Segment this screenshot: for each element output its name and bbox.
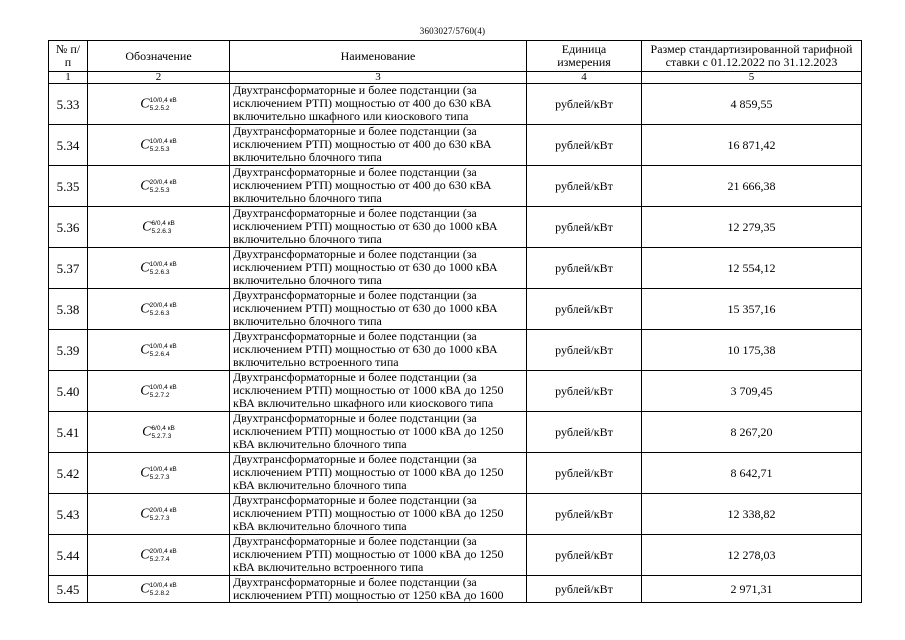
designation-index: 5.2.8.2 [149, 589, 170, 597]
designation-symbol [140, 343, 176, 358]
header-designation: Обозначение [88, 41, 230, 72]
designation-index: 5.2.7.4 [149, 555, 170, 563]
item-name: Двухтрансформаторные и более подстанции (за исключением РТП) мощностью от 630 до 1000 кВА включительно блочного типа [230, 289, 527, 330]
designation-letter: C [140, 136, 150, 152]
row-number: 5.40 [49, 371, 88, 412]
designation-voltage: 20/0,4 кВ [149, 547, 177, 555]
row-number: 5.44 [49, 535, 88, 576]
designation-cell [88, 84, 230, 125]
row-number: 5.43 [49, 494, 88, 535]
designation-index: 5.2.6.3 [149, 268, 170, 276]
row-number: 5.33 [49, 84, 88, 125]
rate-value: 15 357,16 [642, 289, 862, 330]
row-number: 5.39 [49, 330, 88, 371]
designation-voltage: 10/0,4 кВ [149, 383, 177, 391]
table-row [49, 289, 862, 330]
designation-index: 5.2.5.2 [149, 104, 170, 112]
rate-value: 8 642,71 [642, 453, 862, 494]
designation-voltage: 6/0,4 кВ [151, 219, 175, 227]
designation-cell [88, 125, 230, 166]
unit-cell: рублей/кВт [527, 576, 642, 603]
table-row [49, 412, 862, 453]
designation-letter: C [140, 95, 150, 111]
unit-cell: рублей/кВт [527, 371, 642, 412]
designation-symbol [140, 97, 176, 112]
header-rate: Размер стандартизированной тарифной ставки с 01.12.2022 по 31.12.2023 [642, 41, 862, 72]
designation-symbol [140, 261, 176, 276]
rate-value: 16 871,42 [642, 125, 862, 166]
designation-symbol [140, 302, 176, 317]
designation-index: 5.2.7.2 [149, 391, 170, 399]
designation-letter: C [140, 505, 150, 521]
designation-letter: C [140, 580, 150, 596]
row-number: 5.42 [49, 453, 88, 494]
designation-cell [88, 371, 230, 412]
designation-letter: C [142, 423, 152, 439]
unit-cell: рублей/кВт [527, 289, 642, 330]
designation-index: 5.2.6.4 [149, 350, 170, 358]
item-name: Двухтрансформаторные и более подстанции (за исключением РТП) мощностью от 630 до 1000 кВА включительно встроенного типа [230, 330, 527, 371]
designation-index: 5.2.6.3 [151, 227, 172, 235]
row-number: 5.45 [49, 576, 88, 603]
designation-cell [88, 576, 230, 603]
designation-voltage: 20/0,4 кВ [149, 301, 177, 309]
designation-cell [88, 248, 230, 289]
table-row [49, 494, 862, 535]
item-name: Двухтрансформаторные и более подстанции (за исключением РТП) мощностью от 1000 кВА до 1250 кВА включительно блочного типа [230, 412, 527, 453]
column-number: 4 [527, 72, 642, 84]
row-number: 5.36 [49, 207, 88, 248]
table-row [49, 248, 862, 289]
designation-voltage: 10/0,4 кВ [149, 342, 177, 350]
table-row [49, 166, 862, 207]
row-number: 5.35 [49, 166, 88, 207]
designation-letter: C [140, 464, 150, 480]
rate-value: 8 267,20 [642, 412, 862, 453]
designation-cell [88, 535, 230, 576]
designation-cell [88, 330, 230, 371]
item-name: Двухтрансформаторные и более подстанции (за исключением РТП) мощностью от 400 до 630 кВА включительно блочного типа [230, 125, 527, 166]
row-number: 5.41 [49, 412, 88, 453]
designation-symbol [142, 220, 175, 235]
unit-cell: рублей/кВт [527, 248, 642, 289]
designation-letter: C [140, 259, 150, 275]
designation-voltage: 10/0,4 кВ [149, 260, 177, 268]
item-name: Двухтрансформаторные и более подстанции (за исключением РТП) мощностью от 400 до 630 кВА включительно шкафного или киоскового типа [230, 84, 527, 125]
designation-cell [88, 289, 230, 330]
unit-cell: рублей/кВт [527, 166, 642, 207]
designation-voltage: 6/0,4 кВ [151, 424, 175, 432]
designation-symbol [140, 466, 176, 481]
designation-voltage: 10/0,4 кВ [149, 96, 177, 104]
designation-symbol [140, 179, 176, 194]
designation-voltage: 20/0,4 кВ [149, 178, 177, 186]
designation-index: 5.2.7.3 [149, 514, 170, 522]
document-id: 3603027/5760(4) [419, 26, 486, 36]
item-name: Двухтрансформаторные и более подстанции (за исключением РТП) мощностью от 1250 кВА до 1600 [230, 576, 527, 603]
table-row [49, 84, 862, 125]
item-name: Двухтрансформаторные и более подстанции (за исключением РТП) мощностью от 1000 кВА до 1250 кВА включительно блочного типа [230, 453, 527, 494]
row-number: 5.38 [49, 289, 88, 330]
designation-index: 5.2.7.3 [151, 432, 172, 440]
tariff-table [48, 40, 862, 603]
item-name: Двухтрансформаторные и более подстанции (за исключением РТП) мощностью от 630 до 1000 кВА включительно блочного типа [230, 248, 527, 289]
rate-value: 10 175,38 [642, 330, 862, 371]
rate-value: 12 279,35 [642, 207, 862, 248]
header-row [49, 41, 862, 72]
column-number: 2 [88, 72, 230, 84]
header-number: № п/п [49, 41, 88, 72]
unit-cell: рублей/кВт [527, 330, 642, 371]
item-name: Двухтрансформаторные и более подстанции (за исключением РТП) мощностью от 400 до 630 кВА включительно блочного типа [230, 166, 527, 207]
column-number-row [49, 72, 862, 84]
table-row [49, 576, 862, 603]
rate-value: 12 554,12 [642, 248, 862, 289]
designation-cell [88, 453, 230, 494]
table-row [49, 371, 862, 412]
designation-letter: C [140, 300, 150, 316]
designation-cell [88, 494, 230, 535]
unit-cell: рублей/кВт [527, 535, 642, 576]
item-name: Двухтрансформаторные и более подстанции (за исключением РТП) мощностью от 1000 кВА до 1250 кВА включительно шкафного или киоскового типа [230, 371, 527, 412]
designation-symbol [140, 384, 176, 399]
designation-index: 5.2.6.3 [149, 309, 170, 317]
row-number: 5.37 [49, 248, 88, 289]
unit-cell: рублей/кВт [527, 125, 642, 166]
unit-cell: рублей/кВт [527, 84, 642, 125]
unit-cell: рублей/кВт [527, 494, 642, 535]
unit-cell: рублей/кВт [527, 412, 642, 453]
designation-letter: C [140, 546, 150, 562]
designation-letter: C [140, 382, 150, 398]
designation-voltage: 10/0,4 кВ [149, 465, 177, 473]
table-row [49, 330, 862, 371]
header-unit: Единица измерения [527, 41, 642, 72]
rate-value: 2 971,31 [642, 576, 862, 603]
column-number: 3 [230, 72, 527, 84]
rate-value: 12 278,03 [642, 535, 862, 576]
designation-cell [88, 166, 230, 207]
designation-symbol [140, 582, 176, 597]
designation-index: 5.2.7.3 [149, 473, 170, 481]
table-row [49, 207, 862, 248]
designation-voltage: 10/0,4 кВ [149, 581, 177, 589]
designation-cell [88, 207, 230, 248]
designation-symbol [140, 138, 176, 153]
rate-value: 4 859,55 [642, 84, 862, 125]
rate-value: 21 666,38 [642, 166, 862, 207]
header-name: Наименование [230, 41, 527, 72]
designation-letter: C [142, 218, 152, 234]
rate-value: 3 709,45 [642, 371, 862, 412]
column-number: 5 [642, 72, 862, 84]
item-name: Двухтрансформаторные и более подстанции (за исключением РТП) мощностью от 1000 кВА до 1250 кВА включительно встроенного типа [230, 535, 527, 576]
designation-letter: C [140, 177, 150, 193]
table-row [49, 535, 862, 576]
designation-letter: C [140, 341, 150, 357]
designation-index: 5.2.5.3 [149, 186, 170, 194]
designation-symbol [142, 425, 175, 440]
row-number: 5.34 [49, 125, 88, 166]
designation-cell [88, 412, 230, 453]
designation-voltage: 10/0,4 кВ [149, 137, 177, 145]
column-number: 1 [49, 72, 88, 84]
table-row [49, 125, 862, 166]
unit-cell: рублей/кВт [527, 207, 642, 248]
designation-symbol [140, 548, 176, 563]
rate-value: 12 338,82 [642, 494, 862, 535]
item-name: Двухтрансформаторные и более подстанции (за исключением РТП) мощностью от 630 до 1000 кВА включительно блочного типа [230, 207, 527, 248]
table-row [49, 453, 862, 494]
designation-symbol [140, 507, 176, 522]
item-name: Двухтрансформаторные и более подстанции (за исключением РТП) мощностью от 1000 кВА до 1250 кВА включительно блочного типа [230, 494, 527, 535]
unit-cell: рублей/кВт [527, 453, 642, 494]
designation-index: 5.2.5.3 [149, 145, 170, 153]
designation-voltage: 20/0,4 кВ [149, 506, 177, 514]
